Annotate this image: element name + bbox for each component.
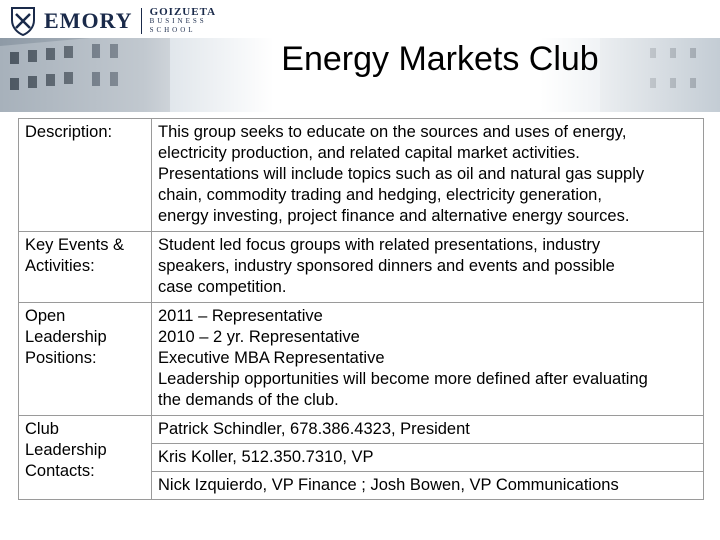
contacts-label — [19, 416, 152, 500]
row-value-line: Leadership opportunities will become more defined after evaluating — [158, 370, 648, 388]
contact-entry: Nick Izquierdo, VP Finance ; Josh Bowen, VP Communications — [152, 472, 704, 500]
row-label-line: Activities: — [25, 257, 95, 275]
row-value-line: speakers, industry sponsored dinners and events and possible — [158, 257, 615, 275]
row-value-line: Executive MBA Representative — [158, 349, 385, 367]
row-value-line: chain, commodity trading and hedging, electricity generation, — [158, 186, 602, 204]
contacts-label-line: Leadership — [25, 441, 107, 459]
club-info-table — [18, 118, 704, 500]
row-value-line: Presentations will include topics such as oil and natural gas supply — [158, 165, 645, 183]
emory-goizueta-logo — [10, 4, 216, 38]
row-value-line: the demands of the club. — [158, 391, 339, 409]
goizueta-text: GOIZUETA — [149, 5, 217, 18]
emory-shield-icon — [10, 6, 36, 36]
row-label — [19, 119, 152, 232]
logo-divider — [141, 8, 142, 34]
row-value — [152, 303, 704, 416]
page-title: Energy Markets Club — [281, 40, 599, 78]
row-value — [152, 232, 704, 303]
row-value-line: Student led focus groups with related presentations, industry — [158, 236, 601, 254]
contacts-label-line: Club — [25, 420, 59, 438]
row-value-line: electricity production, and related capital market activities. — [158, 144, 580, 162]
row-value-line: 2010 – 2 yr. Representative — [158, 328, 360, 346]
row-value — [152, 119, 704, 232]
school-text: SCHOOL — [149, 25, 196, 34]
row-label-line: Description: — [25, 123, 113, 141]
row-label-line: Positions: — [25, 349, 97, 367]
contacts-label-line: Contacts: — [25, 462, 95, 480]
row-value-line: This group seeks to educate on the sources and uses of energy, — [158, 123, 627, 141]
header — [0, 0, 720, 112]
contact-entry: Patrick Schindler, 678.386.4323, President — [152, 416, 704, 444]
row-value-line: 2011 – Representative — [158, 307, 323, 325]
row-label-line: Leadership — [25, 328, 107, 346]
row-value-line: case competition. — [158, 278, 287, 296]
row-label — [19, 232, 152, 303]
contact-row — [19, 416, 704, 444]
table-row — [19, 232, 704, 303]
row-label-line: Key Events & — [25, 236, 125, 254]
business-text: BUSINESS — [149, 16, 207, 25]
table-row — [19, 119, 704, 232]
goizueta-wordmark — [149, 5, 217, 35]
row-value-line: energy investing, project finance and alternative energy sources. — [158, 207, 630, 225]
row-label-line: Open — [25, 307, 66, 325]
table-row — [19, 303, 704, 416]
contact-entry: Kris Koller, 512.350.7310, VP — [152, 444, 704, 472]
row-label — [19, 303, 152, 416]
emory-wordmark: EMORY — [44, 8, 133, 33]
